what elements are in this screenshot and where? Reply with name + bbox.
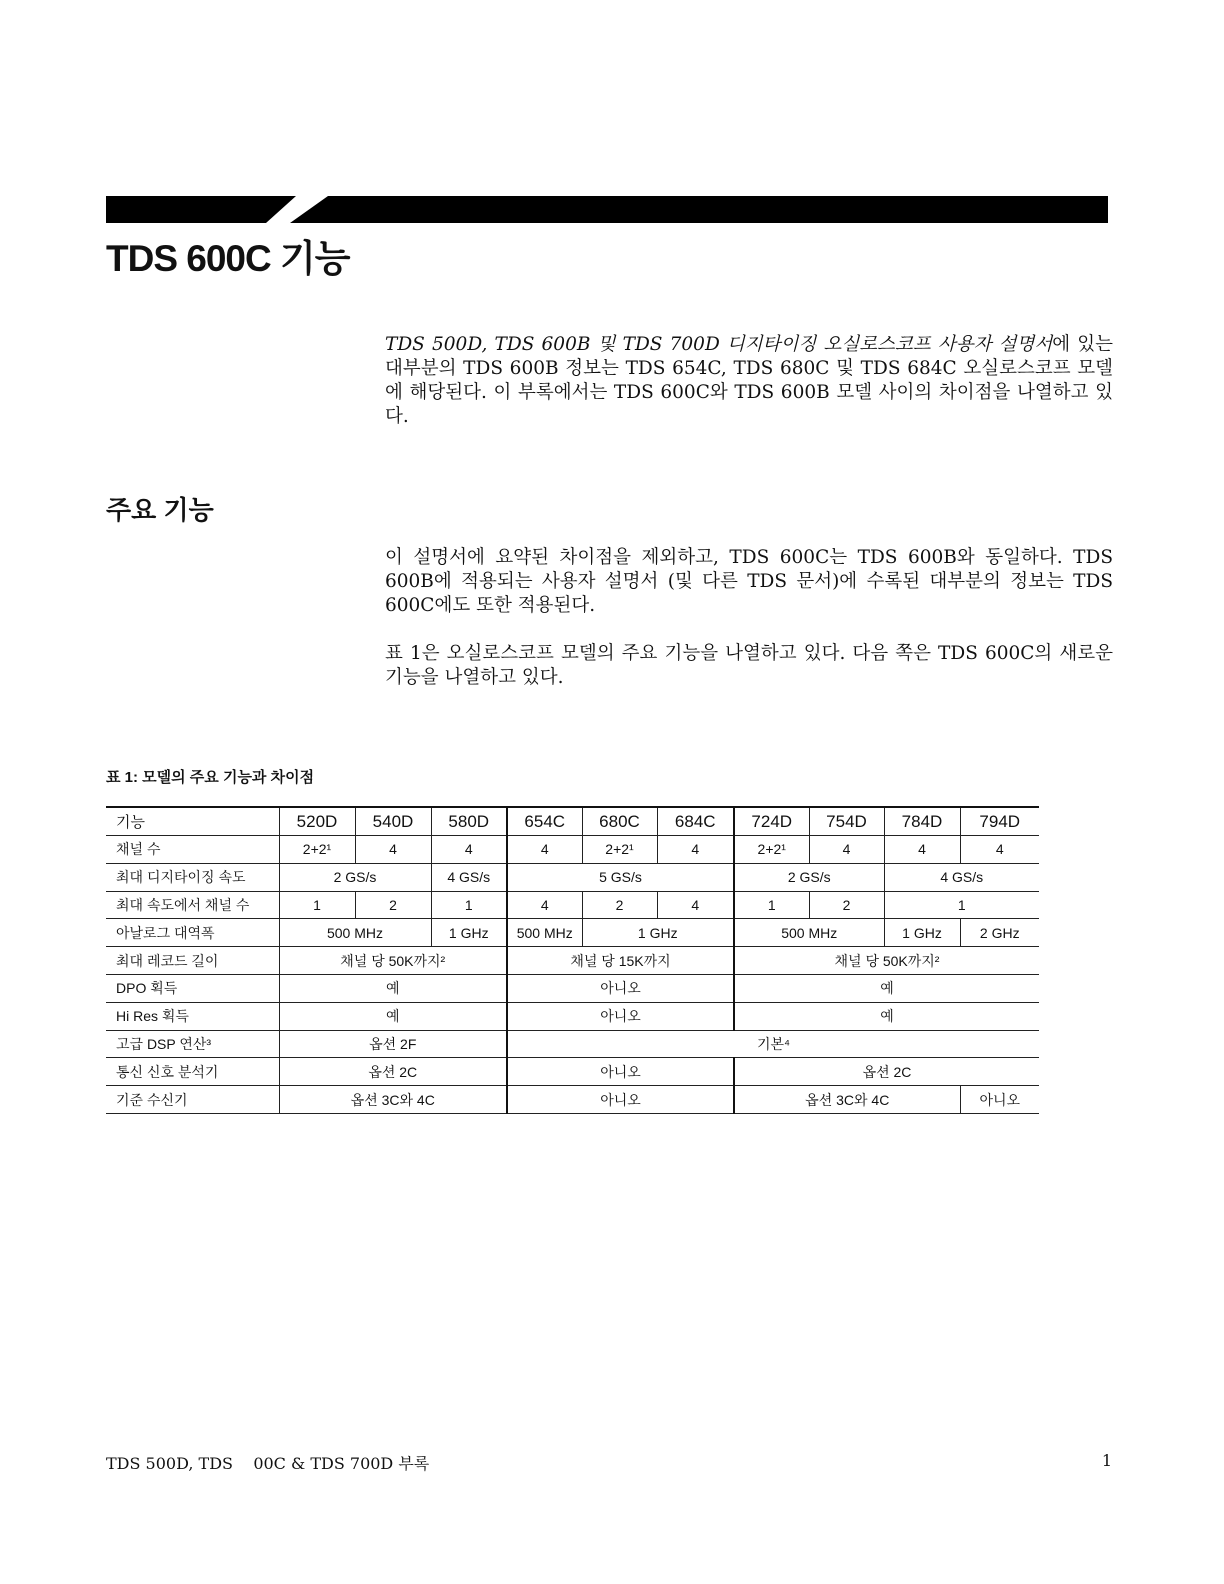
table-cell: 2+2¹ [279,836,355,864]
table-row [106,836,1039,864]
manual-title: TDS 500D, TDS 600B 및 TDS 700D 디지타이징 오실로스코프 사용자 설명서 [385,334,1053,355]
section-heading: 주요 기능 [106,495,214,525]
table-row [106,919,1039,947]
body-paragraph-2: 표 1은 오실로스코프 모델의 주요 기능을 나열하고 있다. 다음 쪽은 TDS 600C의 새로운 기능을 나열하고 있다. [385,643,1113,688]
table-header-row [106,807,1039,836]
table-cell: 아니오 [507,974,734,1002]
table-cell: 예 [279,1002,507,1030]
table-cell: 1 [279,891,355,919]
row-label: DPO 획득 [106,974,279,1002]
page-title: TDS 600C 기능 [106,238,350,279]
table-row [106,1058,1039,1086]
table-cell: 1 [884,891,1039,919]
row-label: 채널 수 [106,836,279,864]
table-cell: 2 [355,891,431,919]
table-cell: 4 GS/s [884,863,1039,891]
table-cell: 옵션 3C와 4C [279,1086,507,1114]
table-caption: 표 1: 모델의 주요 기능과 차이점 [106,769,315,786]
row-label: 최대 속도에서 채널 수 [106,891,279,919]
table-row [106,947,1039,975]
page-number: 1 [1101,1451,1112,1470]
table-cell: 옵션 2C [734,1058,1039,1086]
intro-paragraph [385,333,1113,429]
row-label: 최대 디지타이징 속도 [106,863,279,891]
body-paragraph-1: 이 설명서에 요약된 차이점을 제외하고, TDS 600C는 TDS 600B와 동일하다. TDS 600B에 적용되는 사용자 설명서 (및 다른 TDS 문서)에 수록된 대부분의 정보는 TDS 600C에도 또한 적용된다. [385,547,1113,616]
table-row [106,974,1039,1002]
model-520d: 520D [279,807,355,836]
table-cell: 4 [884,836,960,864]
table-cell: 1 GHz [582,919,734,947]
table-cell: 2 GS/s [734,863,884,891]
table-cell: 아니오 [507,1058,734,1086]
table-cell: 500 MHz [507,919,582,947]
model-680c: 680C [582,807,657,836]
table-cell: 4 [431,836,507,864]
table-cell: 2 [809,891,884,919]
table-cell: 2+2¹ [734,836,809,864]
table-cell: 옵션 2C [279,1058,507,1086]
table-cell: 4 [960,836,1039,864]
table-cell: 4 [355,836,431,864]
table-cell: 5 GS/s [507,863,734,891]
table-cell: 예 [734,974,1039,1002]
table-cell: 4 [809,836,884,864]
table-cell: 채널 당 50K까지² [734,947,1039,975]
footer-title: TDS 500D, TDS 00C & TDS 700D 부록 [106,1454,430,1473]
table-cell: 옵션 2F [279,1030,507,1058]
table-cell: 2 [582,891,657,919]
table-cell: 옵션 3C와 4C [734,1086,960,1114]
table-row [106,1002,1039,1030]
table-cell: 4 [657,836,734,864]
table-cell: 4 [657,891,734,919]
table-cell: 채널 당 50K까지² [279,947,507,975]
table-cell: 예 [279,974,507,1002]
table-cell: 2+2¹ [582,836,657,864]
table-cell: 500 MHz [734,919,884,947]
table-row [106,863,1039,891]
row-label: 최대 레코드 길이 [106,947,279,975]
model-684c: 684C [657,807,734,836]
intro-text: 에 있는 대부분의 TDS 600B 정보는 TDS 654C, TDS 680C 및 TDS 684C 오실로스코프 모델에 해당된다. 이 부록에서는 TDS 600C와 TDS 600B 모델 사이의 차이점을 나열하고 있다. [385,334,1114,427]
table-cell: 4 GS/s [431,863,507,891]
table-cell: 1 GHz [431,919,507,947]
table-cell: 4 [507,836,582,864]
model-724d: 724D [734,807,809,836]
model-754d: 754D [809,807,884,836]
table-row [106,1030,1039,1058]
header-label: 기능 [106,807,279,836]
table-cell: 2 GHz [960,919,1039,947]
table-cell: 4 [507,891,582,919]
header-banner [106,196,1108,223]
model-794d: 794D [960,807,1039,836]
row-label: 기준 수신기 [106,1086,279,1114]
table-cell: 500 MHz [279,919,431,947]
table-cell: 아니오 [507,1002,734,1030]
model-654c: 654C [507,807,582,836]
table-row [106,891,1039,919]
feature-table [106,806,1039,1114]
model-784d: 784D [884,807,960,836]
table-cell: 1 [734,891,809,919]
table-cell: 1 GHz [884,919,960,947]
table-cell: 1 [431,891,507,919]
table-cell: 예 [734,1002,1039,1030]
table-cell: 기본⁴ [507,1030,1039,1058]
table-cell: 아니오 [960,1086,1039,1114]
table-cell: 2 GS/s [279,863,431,891]
table-cell: 채널 당 15K까지 [507,947,734,975]
row-label: 아날로그 대역폭 [106,919,279,947]
row-label: Hi Res 획득 [106,1002,279,1030]
model-540d: 540D [355,807,431,836]
model-580d: 580D [431,807,507,836]
table-row [106,1086,1039,1114]
table-cell: 아니오 [507,1086,734,1114]
row-label: 통신 신호 분석기 [106,1058,279,1086]
row-label: 고급 DSP 연산³ [106,1030,279,1058]
